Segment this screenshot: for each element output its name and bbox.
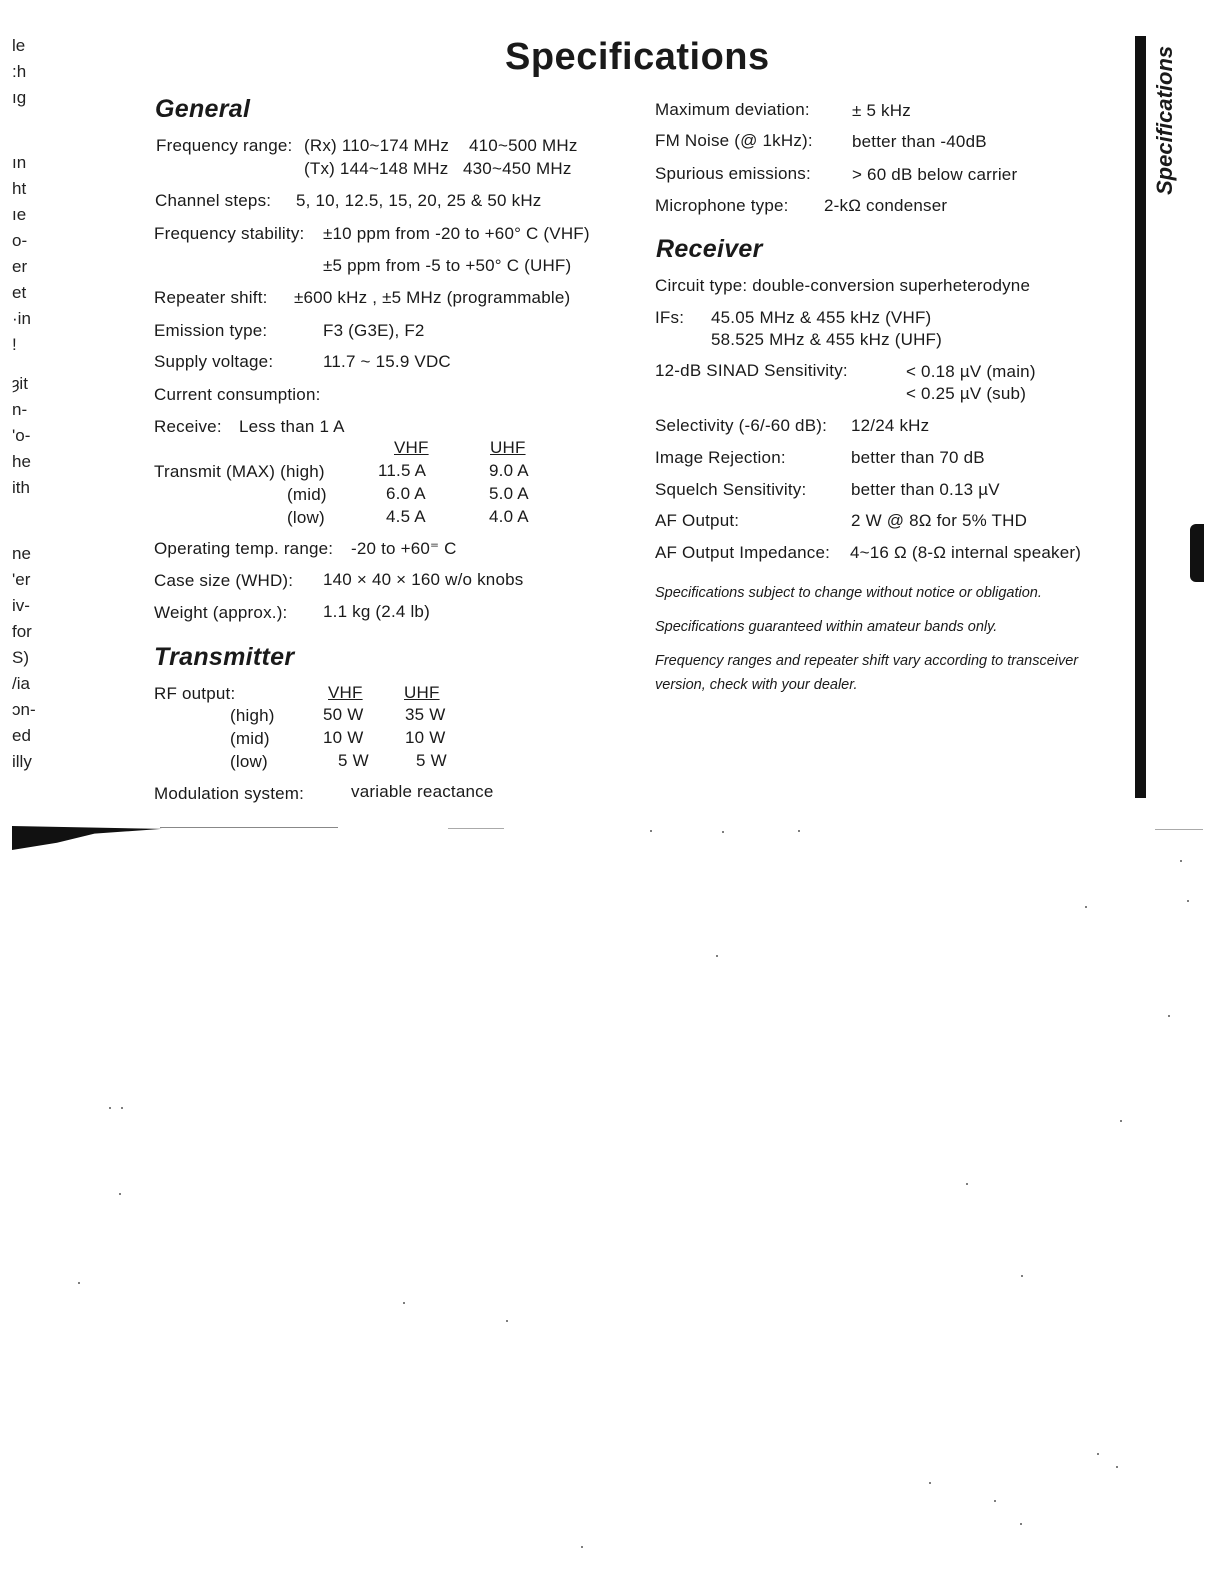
- left-edge-fragment: :h: [12, 62, 27, 81]
- sinad-label: 12-dB SINAD Sensitivity:: [655, 361, 848, 380]
- freq-stability-vhf: ±10 ppm from -20 to +60° C (VHF): [323, 224, 590, 243]
- freq-stability-label: Frequency stability:: [154, 224, 305, 243]
- modulation-label: Modulation system:: [154, 784, 305, 803]
- scan-speck: [966, 1183, 968, 1185]
- scan-speck: [650, 830, 652, 832]
- scan-speck: [929, 1482, 931, 1484]
- freq-rx-uhf-value: 410~500 MHz: [469, 136, 578, 155]
- scan-rule: [448, 828, 504, 829]
- rf-low-uhf: 5 W: [416, 751, 447, 770]
- scan-speck: [798, 830, 800, 832]
- transmit-mid-label: (mid): [287, 485, 327, 504]
- receive-label: Receive:: [154, 417, 222, 436]
- circuit-type: Circuit type: double-conversion superheterodyne: [655, 276, 1031, 295]
- freq-rx-value: (Rx) 110~174 MHz: [304, 136, 450, 155]
- scan-speck: [1180, 860, 1182, 862]
- left-edge-fragment: S): [12, 648, 29, 667]
- current-col-uhf: UHF: [490, 438, 526, 457]
- scan-speck: [722, 831, 724, 833]
- microphone-label: Microphone type:: [655, 196, 789, 215]
- scan-speck: [121, 1107, 123, 1109]
- selectivity-label: Selectivity (-6/-60 dB):: [655, 416, 828, 435]
- scan-speck: [78, 1282, 80, 1284]
- current-consumption-label: Current consumption:: [154, 385, 321, 404]
- left-edge-fragment: 'er: [12, 570, 31, 589]
- transmit-mid-vhf: 6.0 A: [386, 484, 426, 503]
- note-amateur-bands: Specifications guaranteed within amateur bands only.: [655, 619, 998, 635]
- left-edge-fragment: n-: [12, 400, 28, 419]
- note-freq-ranges-line1: Frequency ranges and repeater shift vary according to transceiver: [655, 653, 1079, 669]
- left-edge-fragment: ıe: [12, 205, 27, 224]
- freq-tx-value: (Tx) 144~148 MHz: [304, 159, 449, 178]
- channel-steps-value: 5, 10, 12.5, 15, 20, 25 & 50 kHz: [296, 191, 542, 210]
- ifs-uhf: 58.525 MHz & 455 kHz (UHF): [711, 330, 942, 349]
- case-size-label: Case size (WHD):: [154, 571, 294, 590]
- ifs-label: IFs:: [655, 308, 685, 327]
- transmit-mid-uhf: 5.0 A: [489, 484, 529, 503]
- transmit-high-uhf: 9.0 A: [489, 461, 529, 480]
- rf-col-uhf: UHF: [404, 683, 440, 702]
- rf-low-label: (low): [230, 752, 268, 771]
- freq-range-label: Frequency range:: [156, 136, 293, 155]
- fm-noise-value: better than -40dB: [852, 132, 987, 151]
- left-edge-fragment: he: [12, 452, 31, 471]
- scan-speck: [1187, 900, 1189, 902]
- scan-rule: [1155, 829, 1203, 830]
- thumb-index-tab: [1190, 524, 1204, 582]
- left-edge-fragment: o-: [12, 231, 28, 250]
- scan-speck: [1168, 1015, 1170, 1017]
- scan-speck: [119, 1193, 121, 1195]
- rf-mid-uhf: 10 W: [405, 728, 446, 747]
- left-edge-fragment: ın: [12, 153, 27, 172]
- scan-speck: [716, 955, 718, 957]
- scan-speck: [1120, 1120, 1122, 1122]
- left-edge-fragment: et: [12, 283, 27, 302]
- left-edge-fragment: er: [12, 257, 28, 276]
- left-edge-fragment: ht: [12, 179, 27, 198]
- scan-speck: [506, 1320, 508, 1322]
- emission-value: F3 (G3E), F2: [323, 321, 425, 340]
- transmit-high-label: Transmit (MAX) (high): [154, 462, 325, 481]
- receive-value: Less than 1 A: [239, 417, 345, 436]
- rf-col-vhf: VHF: [328, 683, 363, 702]
- case-size-value: 140 × 40 × 160 w/o knobs: [323, 570, 524, 589]
- scan-speck: [1020, 1523, 1022, 1525]
- channel-steps-label: Channel steps:: [155, 191, 272, 210]
- af-impedance-label: AF Output Impedance:: [655, 543, 831, 562]
- section-heading-receiver: Receiver: [656, 235, 763, 263]
- spurious-value: > 60 dB below carrier: [852, 165, 1018, 184]
- current-col-vhf: VHF: [394, 438, 429, 457]
- transmit-high-vhf: 11.5 A: [378, 461, 427, 480]
- image-rejection-label: Image Rejection:: [655, 448, 786, 467]
- microphone-value: 2-kΩ condenser: [824, 196, 948, 215]
- repeater-shift-value: ±600 kHz , ±5 MHz (programmable): [294, 288, 571, 307]
- transmit-low-vhf: 4.5 A: [386, 507, 426, 526]
- sinad-sub: < 0.25 µV (sub): [906, 384, 1027, 403]
- squelch-label: Squelch Sensitivity:: [655, 480, 807, 499]
- note-change: Specifications subject to change without notice or obligation.: [655, 585, 1042, 601]
- left-edge-fragment: ed: [12, 726, 31, 745]
- op-temp-value: -20 to +60⁼ C: [351, 539, 457, 558]
- note-freq-ranges-line2: version, check with your dealer.: [655, 677, 858, 693]
- left-edge-fragment: ɔn-: [12, 700, 36, 719]
- spurious-label: Spurious emissions:: [655, 164, 811, 183]
- left-edge-fragment: ne: [12, 544, 31, 563]
- left-edge-fragment: for: [12, 622, 32, 641]
- selectivity-value: 12/24 kHz: [851, 416, 930, 435]
- page-title: Specifications: [505, 36, 770, 78]
- section-heading-general: General: [155, 95, 251, 123]
- section-heading-transmitter: Transmitter: [154, 643, 295, 671]
- left-edge-fragment: ȝit: [12, 374, 28, 393]
- freq-tx-uhf-value: 430~450 MHz: [463, 159, 572, 178]
- side-tab-bar: [1135, 36, 1146, 798]
- scan-speck: [994, 1500, 996, 1502]
- scan-rule: [160, 827, 338, 828]
- max-deviation-label: Maximum deviation:: [655, 100, 810, 119]
- scan-speck: [581, 1546, 583, 1548]
- max-deviation-value: ± 5 kHz: [852, 101, 911, 120]
- rf-high-uhf: 35 W: [405, 705, 446, 724]
- scan-speck: [1097, 1453, 1099, 1455]
- scan-speck: [403, 1302, 405, 1304]
- sinad-main: < 0.18 µV (main): [906, 362, 1036, 381]
- left-edge-fragment: iv-: [12, 596, 30, 615]
- emission-label: Emission type:: [154, 321, 268, 340]
- op-temp-label: Operating temp. range:: [154, 539, 334, 558]
- supply-voltage-value: 11.7 ~ 15.9 VDC: [323, 352, 451, 371]
- left-edge-fragment: ıg: [12, 88, 27, 107]
- scan-speck: [1116, 1466, 1118, 1468]
- af-output-label: AF Output:: [655, 511, 740, 530]
- left-edge-fragment: illy: [12, 752, 32, 771]
- modulation-value: variable reactance: [351, 782, 494, 801]
- image-rejection-value: better than 70 dB: [851, 448, 985, 467]
- ifs-vhf: 45.05 MHz & 455 kHz (VHF): [711, 308, 932, 327]
- left-edge-fragment: !: [12, 335, 17, 354]
- scan-speck: [1021, 1275, 1023, 1277]
- squelch-value: better than 0.13 µV: [851, 480, 1000, 499]
- rf-mid-vhf: 10 W: [323, 728, 364, 747]
- weight-value: 1.1 kg (2.4 lb): [323, 602, 430, 621]
- left-edge-fragment: /ia: [12, 674, 30, 693]
- rf-output-label: RF output:: [154, 684, 236, 703]
- rf-high-label: (high): [230, 706, 275, 725]
- af-output-value: 2 W @ 8Ω for 5% THD: [851, 511, 1028, 530]
- fm-noise-label: FM Noise (@ 1kHz):: [655, 131, 813, 150]
- scan-speck: [1085, 906, 1087, 908]
- left-edge-fragment: le: [12, 36, 26, 55]
- af-impedance-value: 4~16 Ω (8-Ω internal speaker): [850, 543, 1082, 562]
- transmit-low-label: (low): [287, 508, 325, 527]
- weight-label: Weight (approx.):: [154, 603, 288, 622]
- left-edge-fragment: ·in: [12, 309, 31, 328]
- supply-voltage-label: Supply voltage:: [154, 352, 274, 371]
- transmit-low-uhf: 4.0 A: [489, 507, 529, 526]
- rf-mid-label: (mid): [230, 729, 270, 748]
- scan-smudge: [12, 826, 162, 850]
- scan-speck: [109, 1107, 111, 1109]
- repeater-shift-label: Repeater shift:: [154, 288, 268, 307]
- rf-low-vhf: 5 W: [338, 751, 369, 770]
- rf-high-vhf: 50 W: [323, 705, 364, 724]
- left-edge-fragment: 'o-: [12, 426, 31, 445]
- freq-stability-uhf: ±5 ppm from -5 to +50° C (UHF): [323, 256, 572, 275]
- left-edge-fragment: ith: [12, 478, 30, 497]
- side-tab-label: Specifications: [1152, 45, 1177, 195]
